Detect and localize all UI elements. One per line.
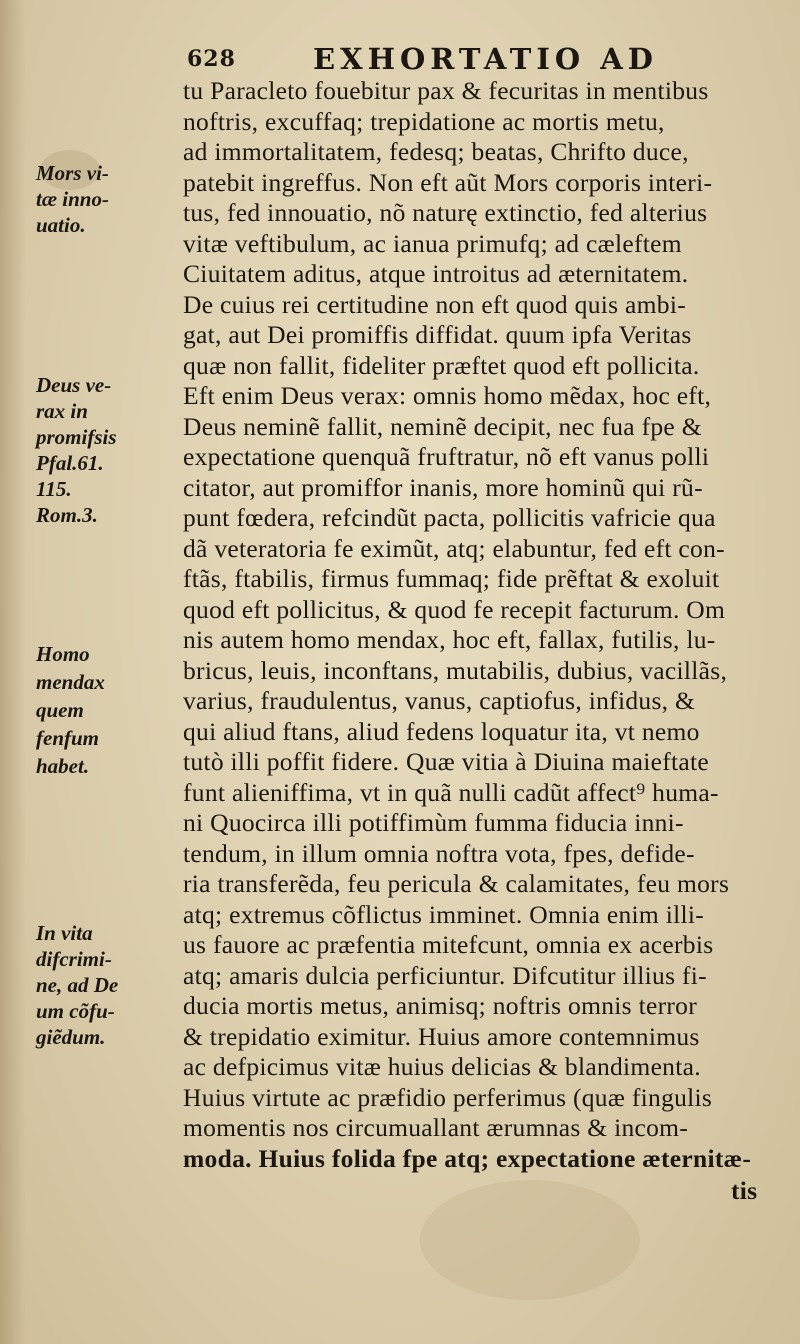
text-line: moda. Huius folida fpe atq; expectatione æternitæ- <box>183 1143 752 1173</box>
marginal-note-line: giẽdum. <box>36 1025 106 1049</box>
text-line: varius, fraudulentus, vanus, captiofus, infidus, & <box>183 686 696 715</box>
text-line: ducia mortis metus, animisq; noftris omnis terror <box>183 991 698 1020</box>
text-line: Ciuitatem aditus, atque introitus ad æternitatem. <box>183 259 689 288</box>
text-line: qui aliud ftans, aliud fedens loquatur ita, vt nemo <box>183 716 700 746</box>
text-line: tendum, in illum omnia noftra vota, fpes, defide- <box>183 838 695 868</box>
marginal-note-line: ne, ad De <box>36 973 119 997</box>
text-line: nis autem homo mendax, hoc eft, fallax, futilis, lu- <box>183 625 716 654</box>
page-number: 628 <box>187 46 236 72</box>
paper-stain <box>420 1180 640 1300</box>
marginal-note-line: Mors vi- <box>36 161 109 185</box>
marginal-note-line: fenfum <box>36 726 99 750</box>
text-line: ni Quocirca illi potiffimùm fumma fiducia inni- <box>183 808 684 837</box>
marginal-note-line: 115. <box>36 477 72 501</box>
text-line: us fauore ac præfentia mitefcunt, omnia ex acerbis <box>183 930 714 959</box>
catchword: tis <box>731 1176 758 1205</box>
marginal-note-line: rax in <box>36 399 88 423</box>
marginal-note-line: quem <box>36 698 84 722</box>
text-line: tutò illi poffit fidere. Quæ vitia à Diuina maieftate <box>183 747 709 776</box>
text-line: ria transferẽda, feu pericula & calamitates, feu mors <box>183 869 730 898</box>
marginal-note-line: Deus ve- <box>36 373 112 397</box>
text-line: punt fœdera, refcindũt pacta, pollicitis vafricie qua <box>183 503 716 532</box>
text-line: atq; amaris dulcia perficiuntur. Difcutitur illius fi- <box>183 960 707 990</box>
text-line: noftris, excuffaq; trepidatione ac mortis metu, <box>183 106 665 136</box>
marginal-note-line: um cõfu- <box>36 999 115 1023</box>
marginal-note-line: promifsis <box>36 425 117 449</box>
marginal-note-line: habet. <box>36 754 90 778</box>
text-line: & trepidatio eximitur. Huius amore contemnimus <box>183 1021 700 1051</box>
text-line: expectatione quenquã fruftratur, nõ eft vanus polli <box>183 442 710 471</box>
page-gutter-shadow <box>0 0 26 1344</box>
marginal-note-line: Homo <box>36 642 90 666</box>
text-line: momentis nos circumuallant ærumnas & incom- <box>183 1113 689 1142</box>
text-line: quod eft pollicitus, & quod fe recepit facturum. Om <box>183 594 726 624</box>
text-line: gat, aut Dei promiffis diffidat. quum ipfa Veritas <box>183 320 692 349</box>
text-line: atq; extremus cõflictus imminet. Omnia enim illi- <box>183 899 705 929</box>
text-line: vitæ veftibulum, ac ianua primufq; ad cæleftem <box>183 228 682 258</box>
text-line: tus, fed innouatio, nõ naturę extinctio, fed alterius <box>183 198 708 227</box>
text-line: Eft enim Deus verax: omnis homo mẽdax, hoc eft, <box>183 381 712 410</box>
running-head: EXHORTATIO AD <box>313 42 658 76</box>
text-line: Huius virtute ac præfidio perferimus (quæ fingulis <box>183 1082 713 1112</box>
text-line: funt alieniffima, vt in quã nulli cadũt affect⁹ huma- <box>183 777 719 807</box>
text-line: patebit ingreffus. Non eft aũt Mors corporis interi- <box>183 167 713 197</box>
marginal-note-line: Rom.3. <box>36 503 98 527</box>
text-line: quæ non fallit, fideliter præftet quod eft pollicita. <box>183 350 700 380</box>
marginal-note-line: Pfal.61. <box>36 451 104 475</box>
text-line: ftãs, ftabilis, firmus fummaq; fide prẽftat & exoluit <box>183 564 720 593</box>
text-line: ad immortalitatem, fedesq; beatas, Chrifto duce, <box>183 137 689 166</box>
text-line: De cuius rei certitudine non eft quod quis ambi- <box>183 289 687 319</box>
text-line: citator, aut promiffor inanis, more hominũ qui rũ- <box>183 472 703 502</box>
marginal-note-line: difcrimi- <box>36 947 112 971</box>
marginal-note-line: uatio. <box>36 213 86 237</box>
text-line: bricus, leuis, inconftans, mutabilis, dubius, vacillãs, <box>183 655 728 685</box>
text-line: Deus neminẽ fallit, neminẽ decipit, nec fua fpe & <box>183 411 702 441</box>
text-line: tu Paracleto fouebitur pax & fecuritas in mentibus <box>183 76 709 105</box>
text-line: ac defpicimus vitæ huius delicias & blandimenta. <box>183 1052 701 1081</box>
marginal-note-line: mendax <box>36 670 105 694</box>
marginal-note-line: tæ inno- <box>36 187 109 211</box>
marginal-note-line: In vita <box>36 921 93 945</box>
text-line: dã veteratoria fe eximũt, atq; elabuntur, fed eft con- <box>183 533 725 563</box>
